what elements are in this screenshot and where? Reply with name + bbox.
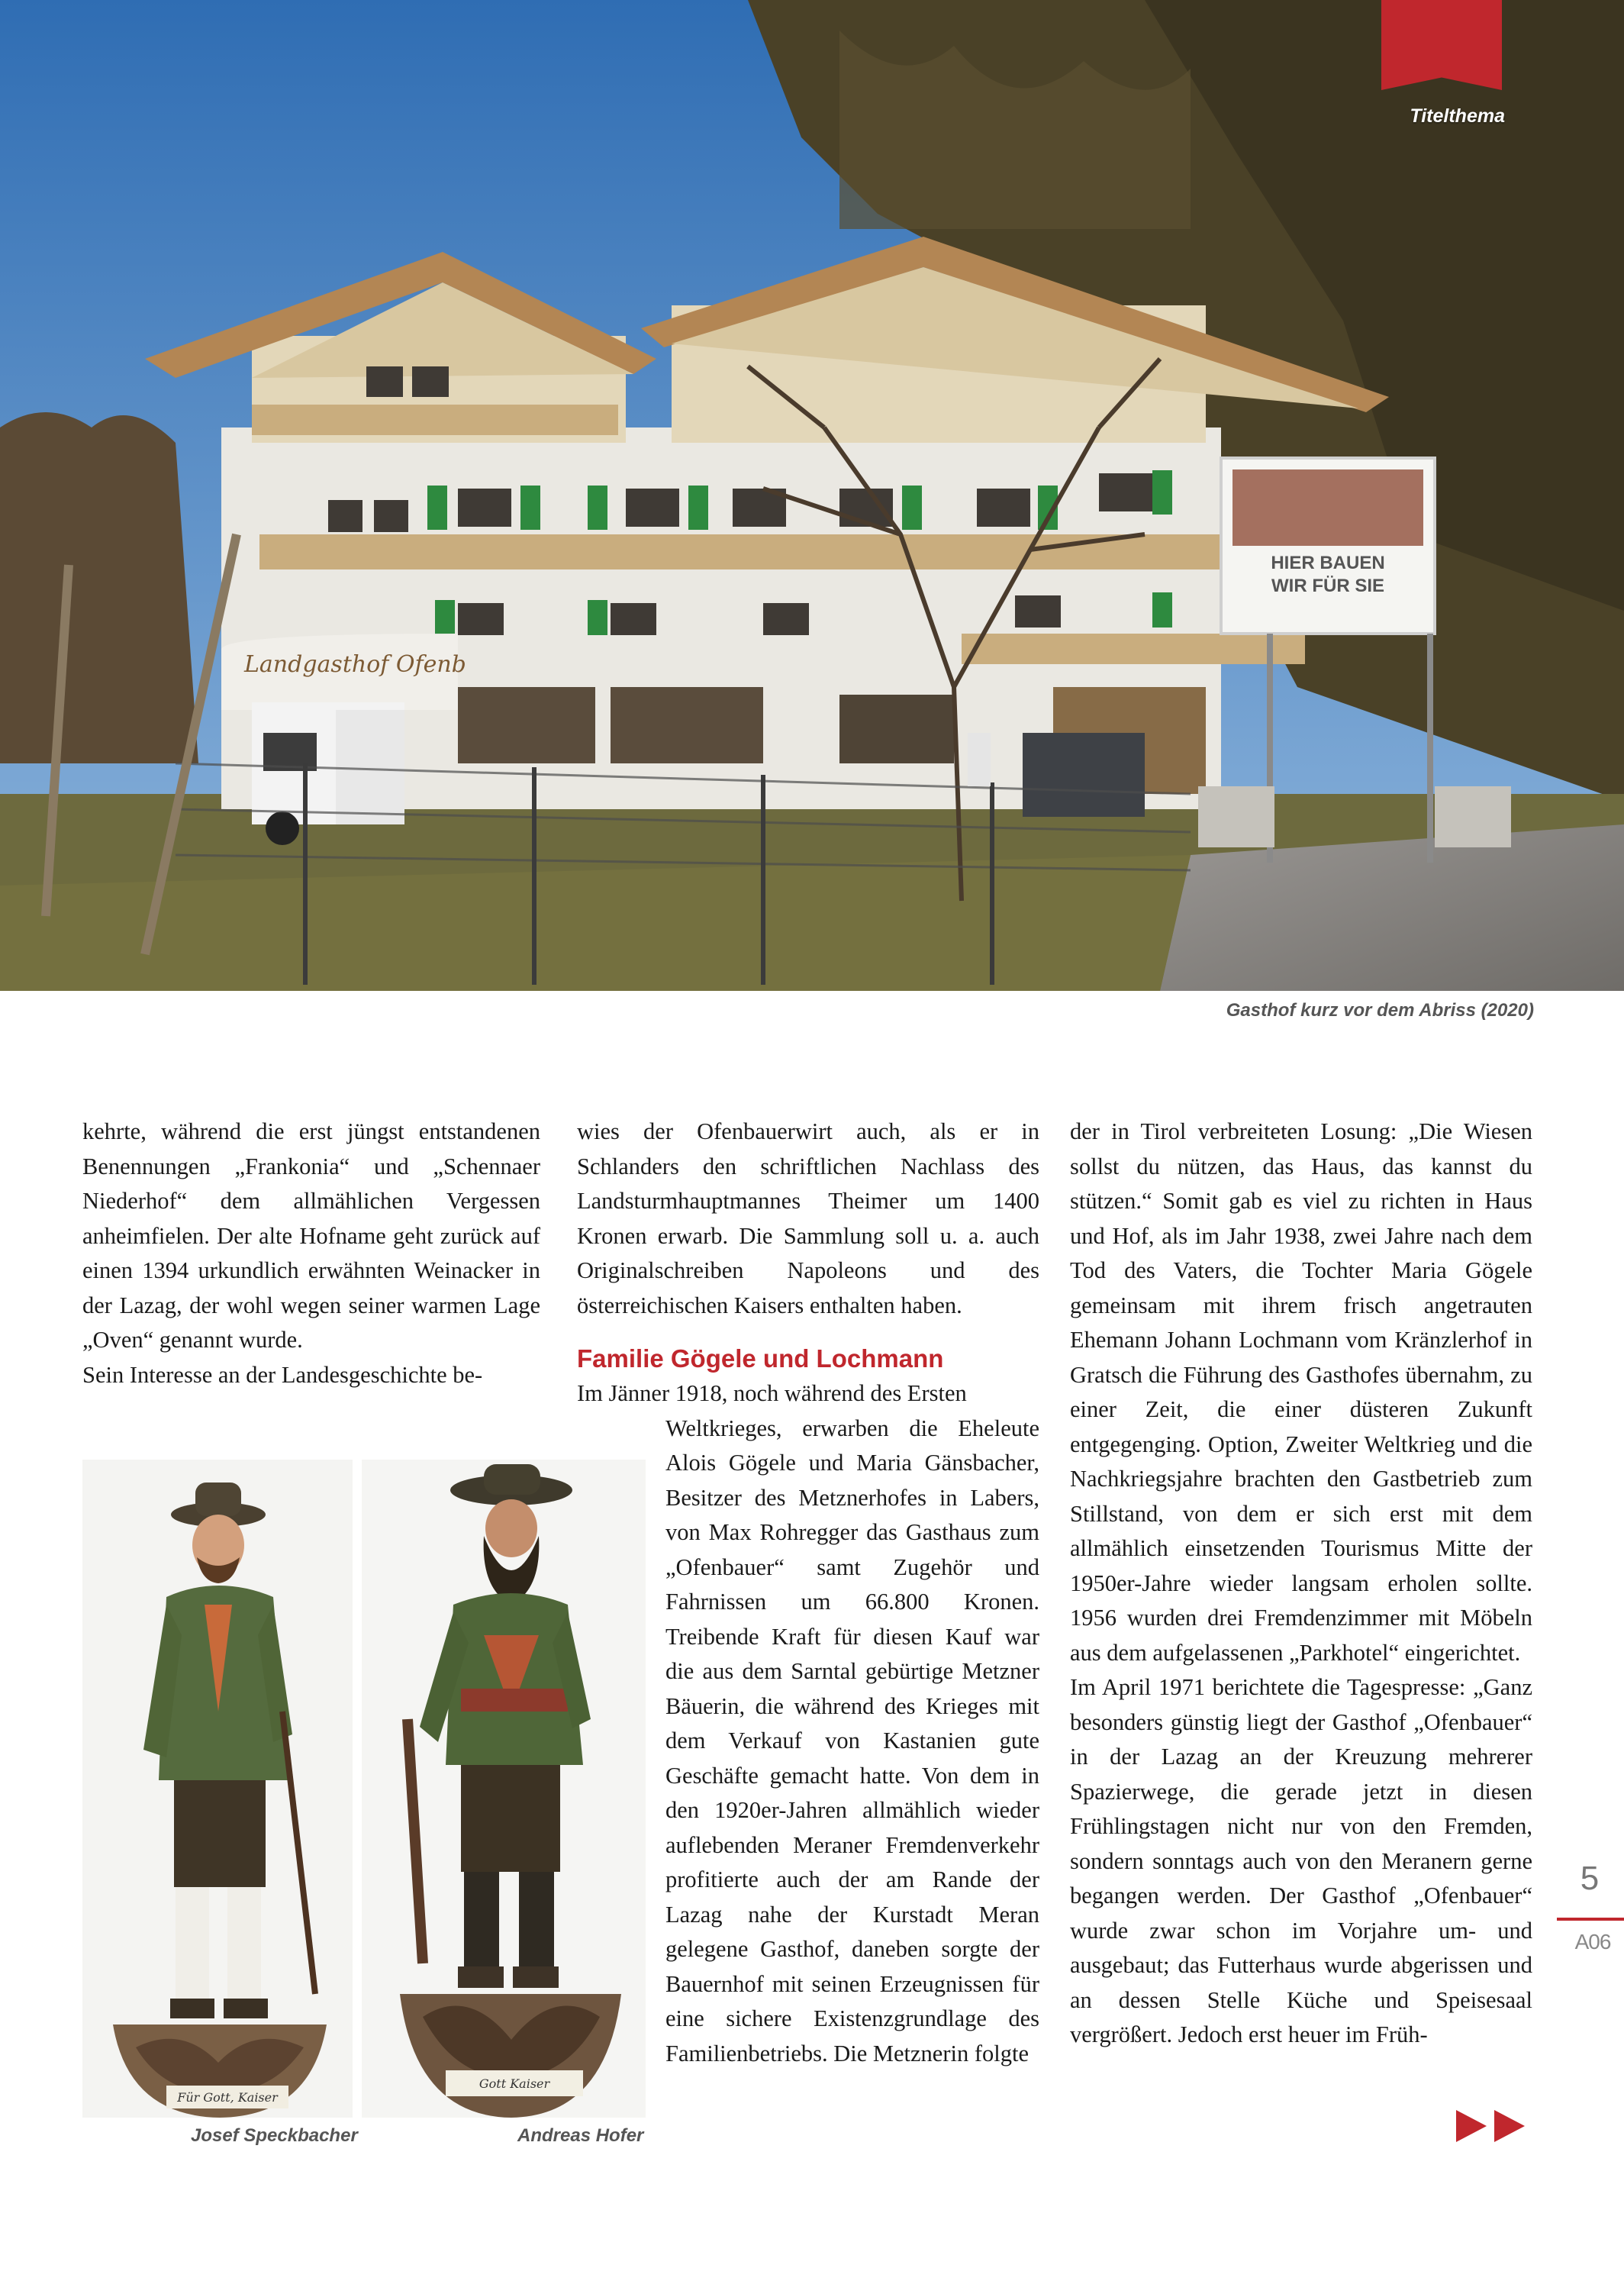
paragraph: der in Tirol verbreiteten Losung: „Die Wiesen sollst du nützen, das Haus, das kannst du stützen.“ Somit gab es viel zu richten in Haus und Hof, als im Jahr 1938, zwei Jahre nach dem Tod des Vaters, die Tochter Maria Gögele gemeinsam mit ihrem frisch angetrauten Ehemann Johann Lochmann vom Kränzlerhof in Gratsch die Führung des Gasthofes übernahm, zu einer Zeit, die einer düsteren Zukunft entgegenging. Option, Zweiter Weltkrieg und die Nachkriegsjahre brachten den Gastbetrieb zum Stillstand, von dem er sich erst mit dem allmählich einsetzenden Tourismus Mitte der 1950er-Jahre wieder langsam erholen sollte. 1956 wurden drei Fremdenzimmer mit Möbeln aus dem aufgelassenen „Parkhotel“ eingerichtet. (1070, 1118, 1532, 1666)
hero-facade-text: Landgasthof Ofenb (244, 651, 466, 678)
paragraph: Im April 1971 berichtete die Tagespresse: „Ganz besonders günstig liegt der Gasthof „Ofenbauer“ in der Lazag an der Kreuzung mehrerer Spazierwege, die gerade jetzt in diesen Frühlingstagen nicht nur von den Fremden, sondern sonntags auch von den Meranern gerne begangen werden. Der Gasthof „Ofenbauer“ wurde zwar schon im Vorjahre um- und ausgebaut; das Futterhaus wurde abgerissen und an dessen Stelle Küche und Speisesaal vergrößert. Jedoch erst heuer im Früh- (1070, 1674, 1532, 2047)
hero-photo (0, 0, 1624, 991)
text-column-2 (577, 1115, 1039, 2071)
section-subheading: Familie Gögele und Lochmann (577, 1344, 944, 1373)
page-code: A06 (1574, 1930, 1611, 1954)
paragraph: Weltkrieges, erwarben die Eheleute Alois Gögele und Maria Gänsbacher, Besitzer des Metznerhofes in Labers, von Max Rohregger das Gasthaus zum „Ofenbauer“ samt Zugehör und Fahrnissen um 66.800 Kronen. Treibende Kraft für diesen Kauf war die aus dem Sarntal gebürtige Metzner Bäuerin, die während des Krieges mit dem Verkauf von Kastanien gute Geschäfte gemacht hatte. Von dem in den 1920er-Jahren allmählich wieder auflebenden Meraner Fremdenverkehr profitierte auch der am Rande der Lazag nahe der Kurstadt Meran gelegene Gasthof, daneben sorgte der Bauernhof mit seinen Erzeugnissen für eine sichere Existenzgrundlage des Familienbetriebs. Die Metznerin folgte (665, 1415, 1039, 2066)
paragraph: kehrte, während die erst jüngst entstandenen Benennungen „Frankonia“ und „Schennaer Niederhof“ dem allmählichen Vergessen anheimfielen. Der alte Hofname geht zurück auf einen 1394 urkundlich erwähnten Weinacker in der Lazag, der wohl wegen seiner warmen Lage „Oven“ genannt wurde. (82, 1118, 540, 1353)
hero-caption: Gasthof kurz vor dem Abriss (2020) (1226, 1000, 1534, 1021)
section-tag-bookmark (1381, 0, 1502, 90)
billboard-line2: WIR FÜR SIE (1271, 576, 1384, 596)
speckbacher-inscription: Für Gott, Kaiser (177, 2090, 278, 2105)
speckbacher-statue-image (82, 1460, 353, 2118)
paragraph: wies der Ofenbauerwirt auch, als er in Schlanders den schriftlichen Nachlass des Landsturmhauptmannes Theimer um 1400 Kronen erwarb. Die Sammlung soll u. a. auch Originalschreiben Napoleons und des österreichischen Kaisers enthalten haben. (577, 1118, 1039, 1318)
figure-caption-hofer: Andreas Hofer (517, 2125, 644, 2146)
paragraph: Sein Interesse an der Landesgeschichte be- (82, 1361, 483, 1388)
page-number-rule (1557, 1918, 1624, 1921)
figure-caption-speckbacher: Josef Speckbacher (191, 2125, 358, 2146)
text-column-3 (1070, 1115, 1532, 2053)
hofer-inscription: Gott Kaiser (478, 2076, 550, 2091)
double-triangle-right-icon (1455, 2107, 1531, 2145)
text-column-1 (82, 1115, 540, 1392)
billboard-line1: HIER BAUEN (1271, 553, 1385, 573)
continue-arrow[interactable] (1455, 2107, 1531, 2149)
paragraph-lead: Im Jänner 1918, noch während des Ersten (577, 1380, 967, 1406)
section-tag: Titelthema (1410, 105, 1505, 127)
figure-speckbacher (82, 1460, 353, 2118)
page-number: 5 (1580, 1860, 1600, 1897)
